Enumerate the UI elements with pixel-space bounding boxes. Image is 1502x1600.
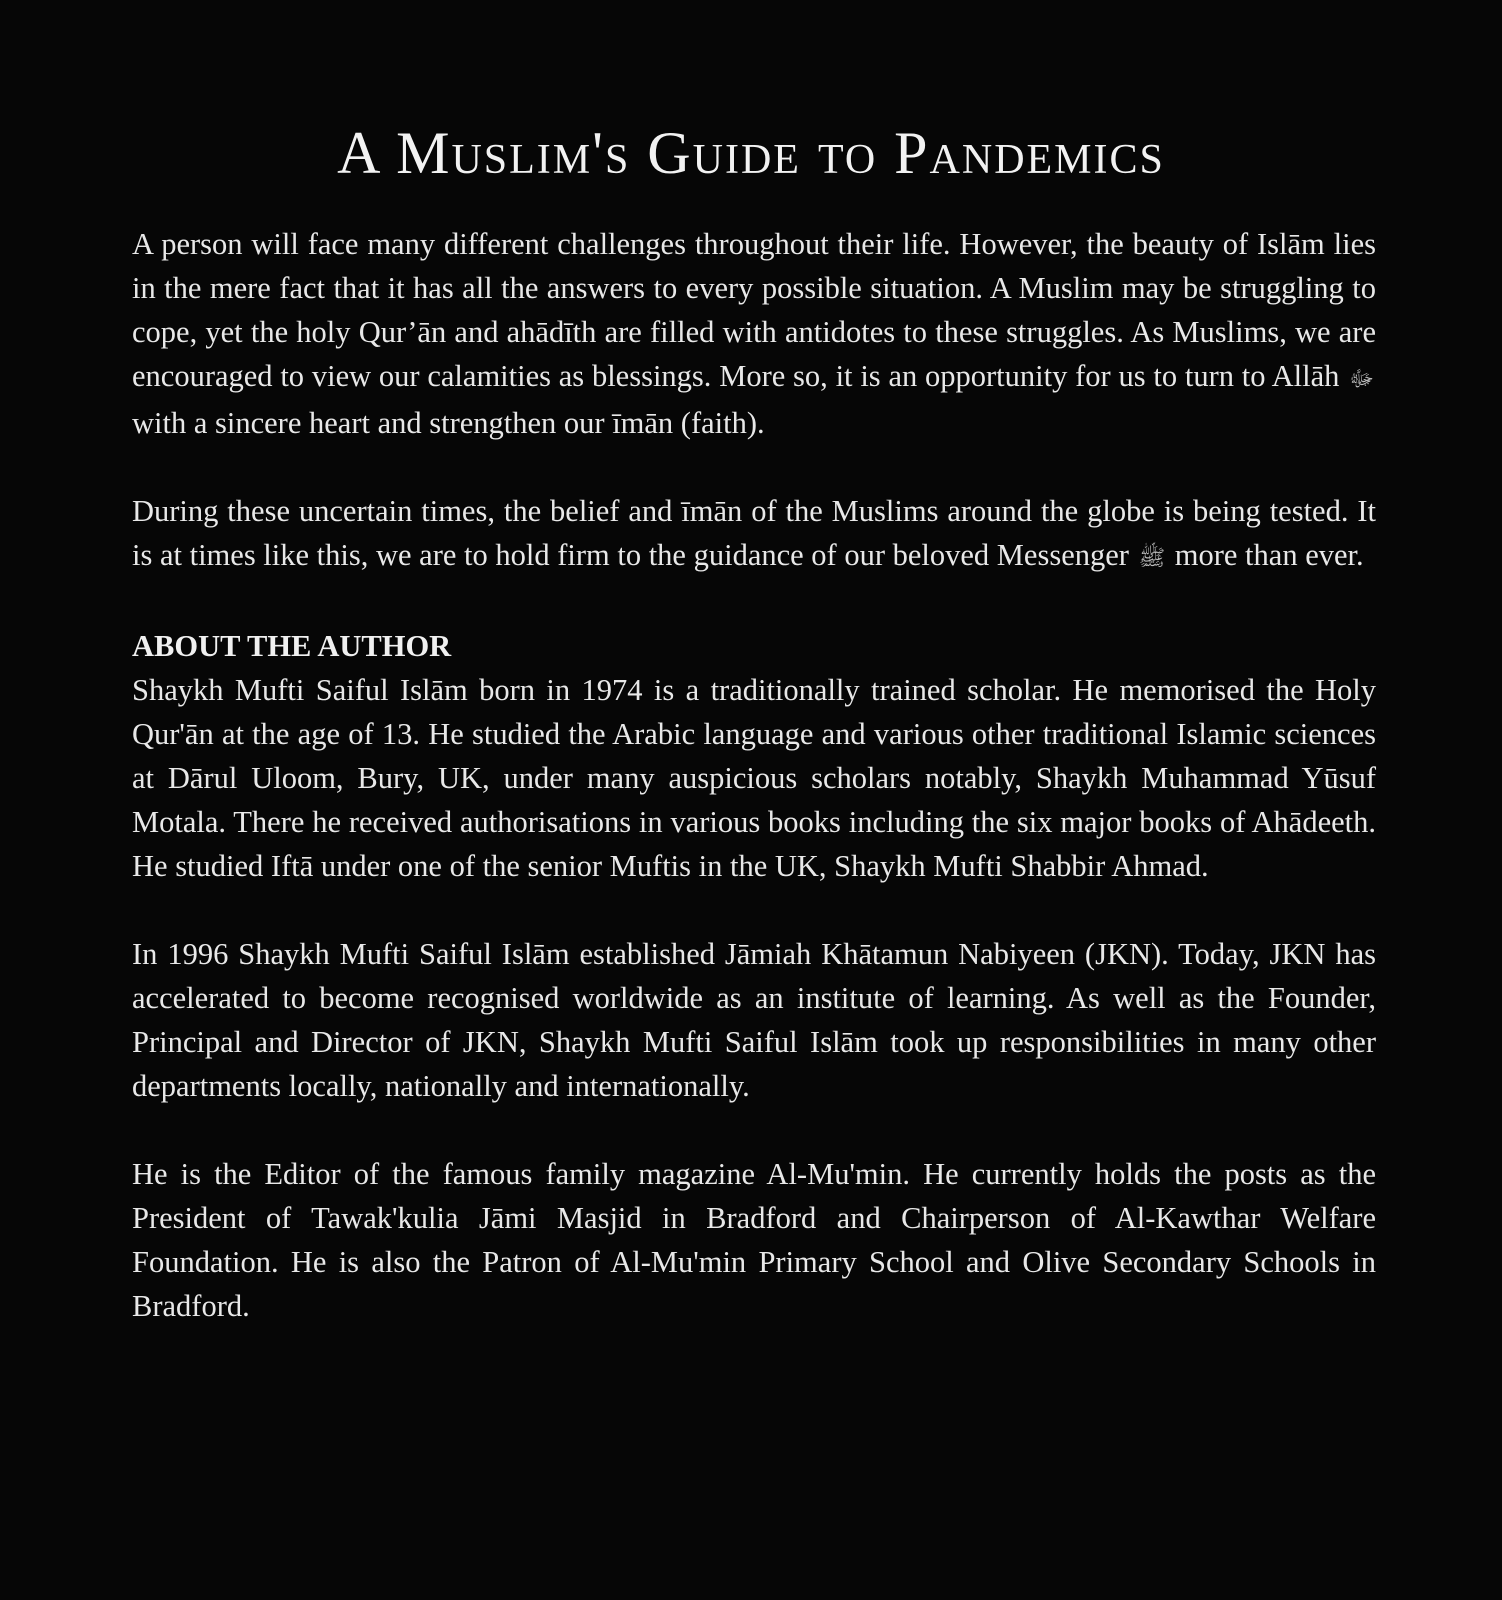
book-title: A Muslim's Guide to Pandemics xyxy=(337,120,1165,186)
about-paragraph-2: In 1996 Shaykh Mufti Saiful Islām established Jāmiah Khātamun Nabiyeen (JKN). Today, JKN has accelerated to become recognised worldwide as an institute of learning. As well as the Founder, Principal and Director of JKN, Shaykh Mufti Saiful Islām took up responsibilities in many other departments locally, nationally and internationally. xyxy=(132,937,1376,1103)
intro-paragraph-2 xyxy=(132,489,1376,580)
intro-paragraph-1 xyxy=(132,222,1376,445)
intro-paragraph-2-text-a: During these uncertain times, the belief and īmān of the Muslims around the globe is being tested. It is at times like this, we are to hold firm to the guidance of our beloved Messenger xyxy=(132,494,1376,572)
blurb-content xyxy=(132,222,1376,1328)
intro-paragraph-1-text-b: with a sincere heart and strengthen our īmān (faith). xyxy=(132,406,765,440)
about-author-heading: ABOUT THE AUTHOR xyxy=(132,629,452,663)
about-paragraph-1: Shaykh Mufti Saiful Islām born in 1974 is a traditionally trained scholar. He memorised the Holy Qur'ān at the age of 13. He studied the Arabic language and various other traditional Islamic sciences at Dārul Uloom, Bury, UK, under many auspicious scholars notably, Shaykh Muhammad Yūsuf Motala. There he received authorisations in various books including the six major books of Ahādeeth. He studied Iftā under one of the senior Muftis in the UK, Shaykh Mufti Shabbir Ahmad. xyxy=(132,673,1376,883)
honorific-allah-icon: ﷻ xyxy=(1349,366,1375,391)
intro-paragraph-1-text-a: A person will face many different challenges throughout their life. However, the beauty of Islām lies in the mere fact that it has all the answers to every possible situation. A Muslim may be struggling to cope, yet the holy Qur’ān and ahādīth are filled with antidotes to these struggles. As Muslims, we are encouraged to view our calamities as blessings. More so, it is an opportunity for us to turn to Allāh xyxy=(132,227,1376,393)
intro-paragraph-2-text-b: more than ever. xyxy=(1174,538,1364,572)
about-paragraph-3: He is the Editor of the famous family magazine Al-Mu'min. He currently holds the posts as the President of Tawak'kulia Jāmi Masjid in Bradford and Chairperson of Al-Kawthar Welfare Foundation. He is also the Patron of Al-Mu'min Primary School and Olive Secondary Schools in Bradford. xyxy=(132,1157,1376,1323)
honorific-messenger-icon: ﷺ xyxy=(1138,545,1166,570)
